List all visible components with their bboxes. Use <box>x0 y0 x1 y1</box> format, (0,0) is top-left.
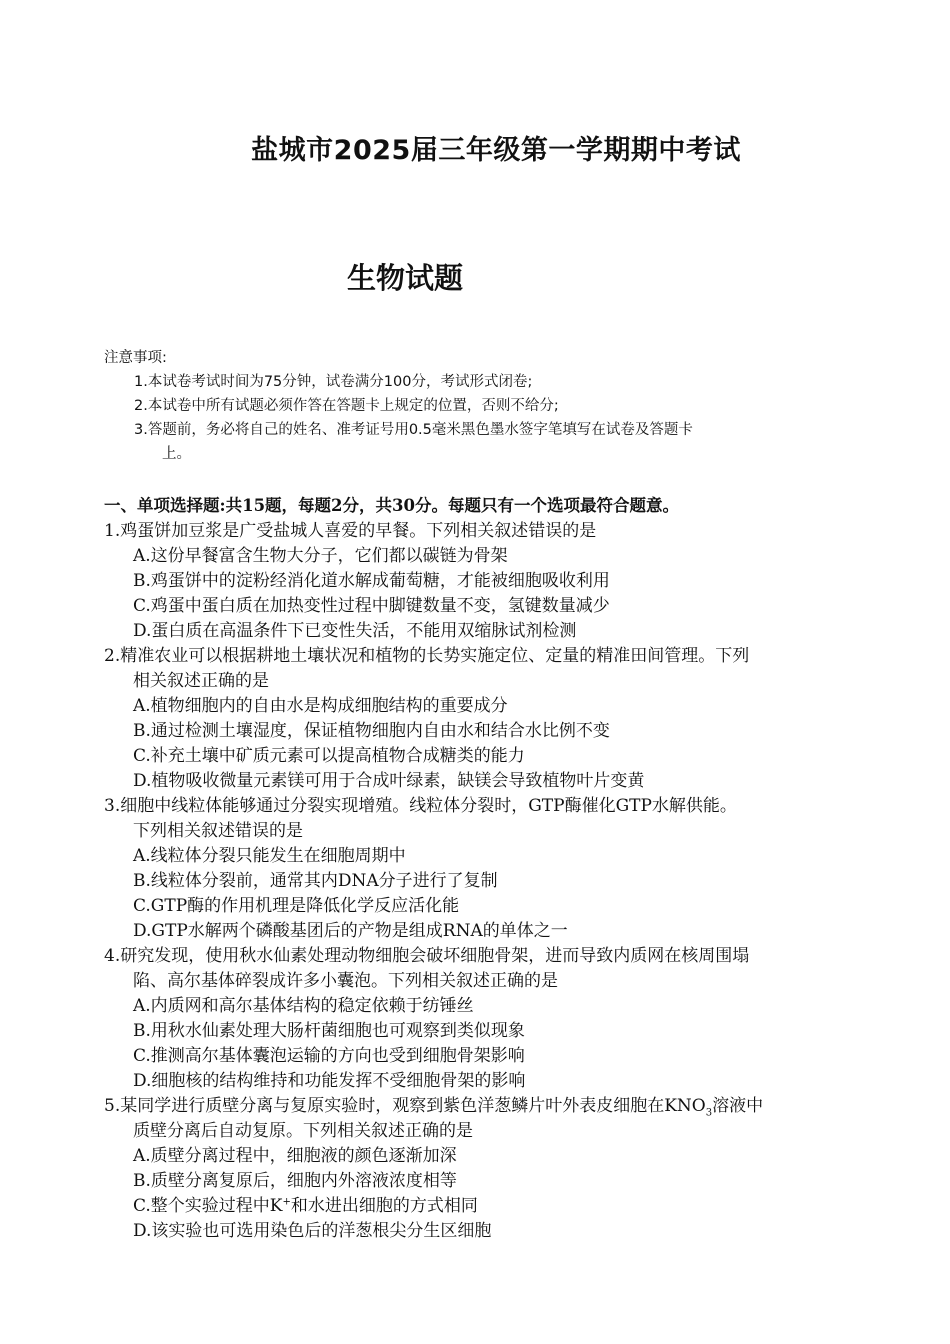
question-5 <box>104 1094 864 1244</box>
notice-block <box>104 346 844 466</box>
question-stem <box>104 1094 864 1119</box>
notice-item-continued: 上。 <box>162 446 191 462</box>
option-d: D.GTP水解两个磷酸基团后的产物是组成RNA的单体之一 <box>133 921 568 941</box>
option-text: C.整个实验过程中K <box>133 1196 283 1216</box>
option-c: C.GTP酶的作用机理是降低化学反应活化能 <box>133 896 460 916</box>
question-2 <box>104 644 864 794</box>
subject-title: 生物试题 <box>346 261 463 295</box>
question-stem-continued: 质壁分离后自动复原。下列相关叙述正确的是 <box>133 1121 473 1141</box>
notice-item: 2.本试卷中所有试题必须作答在答题卡上规定的位置，否则不给分; <box>134 398 559 414</box>
option-b: B.鸡蛋饼中的淀粉经消化道水解成葡萄糖，才能被细胞吸收利用 <box>133 571 610 591</box>
subscript: 3 <box>705 1107 713 1119</box>
notice-heading: 注意事项: <box>104 350 167 366</box>
question-1 <box>104 519 864 644</box>
option-text: 和水进出细胞的方式相同 <box>290 1196 478 1216</box>
option-b: B.用秋水仙素处理大肠杆菌细胞也可观察到类似现象 <box>133 1021 525 1041</box>
option-c: C.补充土壤中矿质元素可以提高植物合成糖类的能力 <box>133 746 525 766</box>
question-stem: 4.研究发现，使用秋水仙素处理动物细胞会破坏细胞骨架，进而导致内质网在核周围塌 <box>104 946 750 966</box>
option-b: B.线粒体分裂前，通常其内DNA分子进行了复制 <box>133 871 498 891</box>
option-a: A.线粒体分裂只能发生在细胞周期中 <box>133 846 406 866</box>
option-d: D.蛋白质在高温条件下已变性失活，不能用双缩脉试剂检测 <box>133 621 577 641</box>
option-d: D.该实验也可选用染色后的洋葱根尖分生区细胞 <box>133 1221 492 1241</box>
option-a: A.这份早餐富含生物大分子，它们都以碳链为骨架 <box>133 546 508 566</box>
option-c: C.鸡蛋中蛋白质在加热变性过程中脚键数量不变，氢键数量减少 <box>133 596 610 616</box>
question-stem-continued: 陷、高尔基体碎裂成许多小囊泡。下列相关叙述正确的是 <box>133 971 558 991</box>
stem-text: 溶液中 <box>712 1096 764 1116</box>
option-c: C.推测高尔基体囊泡运输的方向也受到细胞骨架影响 <box>133 1046 525 1066</box>
question-stem: 2.精准农业可以根据耕地土壤状况和植物的长势实施定位、定量的精准田间管理。下列 <box>104 646 750 666</box>
notice-item: 3.答题前，务必将自己的姓名、准考证号用0.5毫米黑色墨水签字笔填写在试卷及答题卡 <box>134 422 693 438</box>
option-b: B.通过检测土壤湿度，保证植物细胞内自由水和结合水比例不变 <box>133 721 610 741</box>
question-body <box>104 493 864 1244</box>
question-stem: 3.细胞中线粒体能够通过分裂实现增殖。线粒体分裂时，GTP酶催化GTP水解供能。 <box>104 796 737 816</box>
exam-title: 盐城市2025届三年级第一学期期中考试 <box>251 135 741 166</box>
question-stem: 1.鸡蛋饼加豆浆是广受盐城人喜爱的早餐。下列相关叙述错误的是 <box>104 521 597 541</box>
option-c <box>104 1194 864 1219</box>
superscript: + <box>282 1196 291 1208</box>
question-stem-continued: 相关叙述正确的是 <box>133 671 269 691</box>
stem-text: 5.某同学进行质壁分离与复原实验时，观察到紫色洋葱鳞片叶外表皮细胞在KNO <box>104 1096 706 1116</box>
notice-item: 1.本试卷考试时间为75分钟，试卷满分100分，考试形式闭卷; <box>134 374 533 390</box>
option-a: A.植物细胞内的自由水是构成细胞结构的重要成分 <box>133 696 508 716</box>
question-stem-continued: 下列相关叙述错误的是 <box>133 821 303 841</box>
option-d: D.植物吸收微量元素镁可用于合成叶绿素，缺镁会导致植物叶片变黄 <box>133 771 645 791</box>
question-3 <box>104 794 864 944</box>
option-a: A.内质网和高尔基体结构的稳定依赖于纺锤丝 <box>133 996 474 1016</box>
question-4 <box>104 944 864 1094</box>
section-heading: 一、单项选择题:共15题，每题2分，共30分。每题只有一个选项最符合题意。 <box>104 496 679 515</box>
option-d: D.细胞核的结构维持和功能发挥不受细胞骨架的影响 <box>133 1071 526 1091</box>
option-a: A.质壁分离过程中，细胞液的颜色逐渐加深 <box>133 1146 457 1166</box>
option-b: B.质壁分离复原后，细胞内外溶液浓度相等 <box>133 1171 457 1191</box>
